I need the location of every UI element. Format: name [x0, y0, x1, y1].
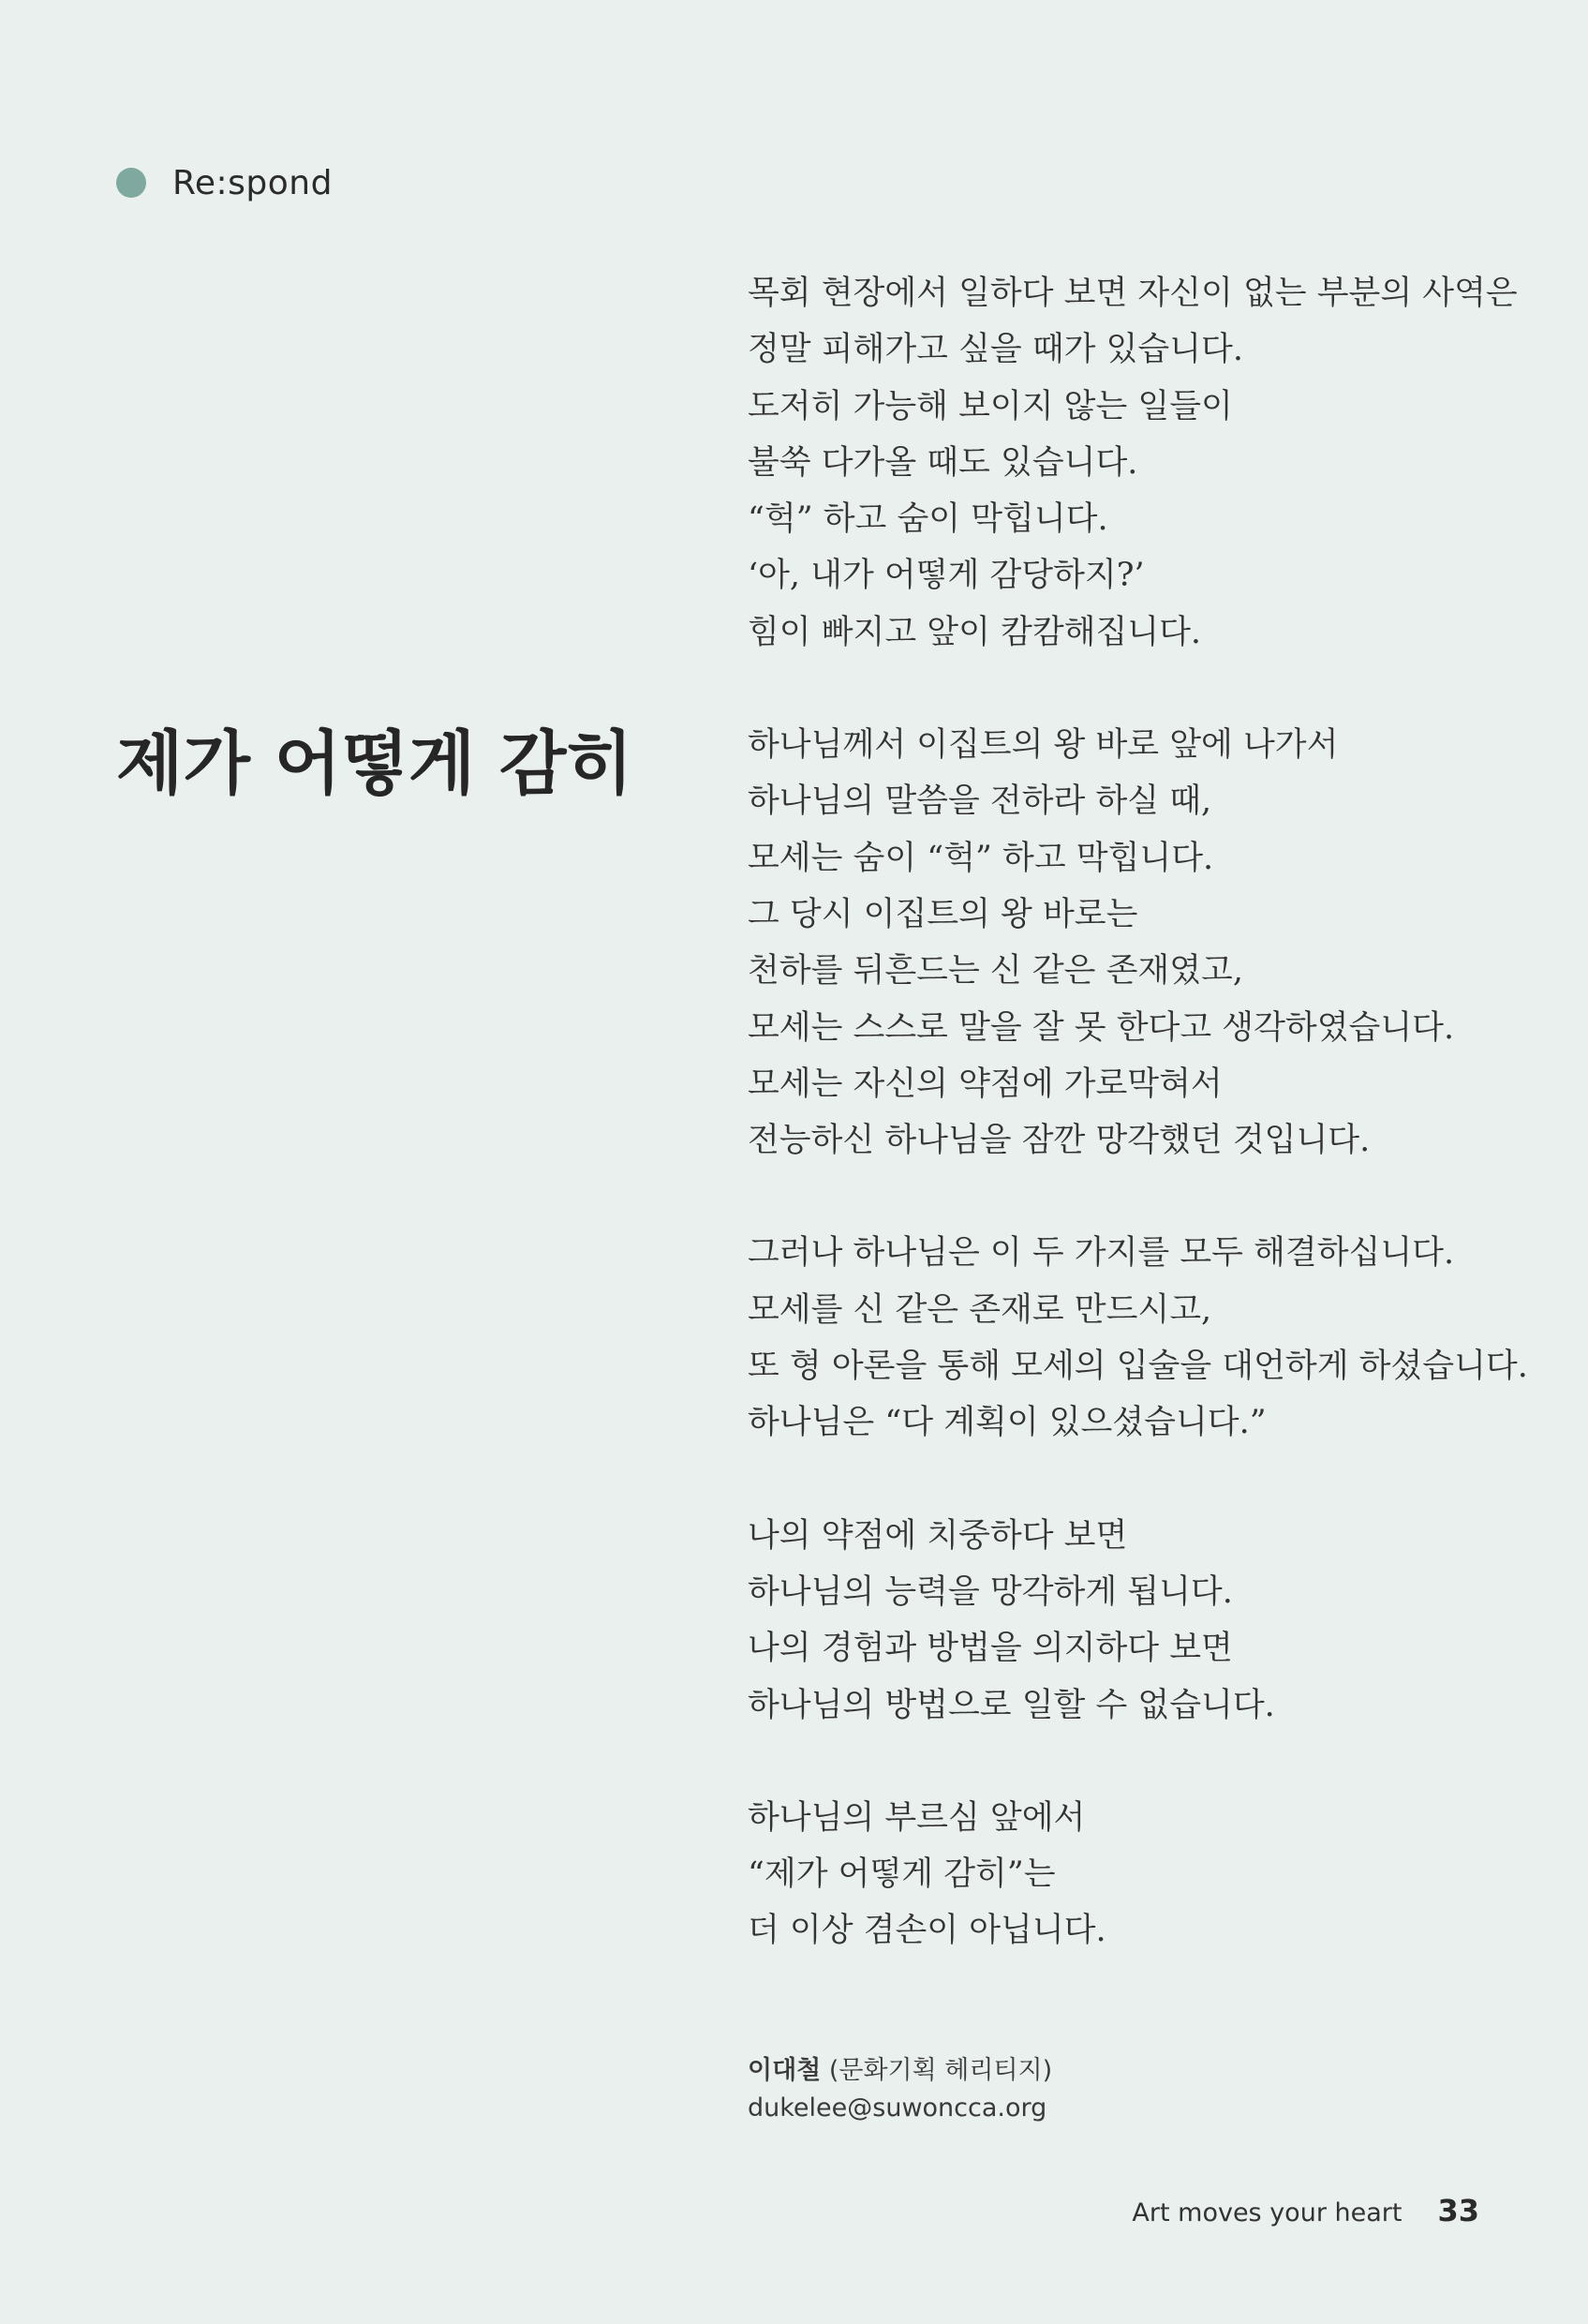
text-line: “제가 어떻게 감히”는 — [748, 1855, 1056, 1894]
page-title: 제가 어떻게 감히 — [116, 723, 633, 804]
section-tag — [116, 159, 333, 206]
text-line: 또 형 아론을 통해 모세의 입술을 대언하게 하셨습니다. — [748, 1348, 1528, 1386]
text-line: 하나님의 부르심 앞에서 — [748, 1798, 1086, 1837]
paragraph — [748, 1790, 1516, 1959]
text-line: 정말 피해가고 싶을 때가 있습니다. — [748, 331, 1243, 369]
author-name: 이대철 — [748, 2056, 822, 2085]
text-line: 하나님은 “다 계획이 있으셨습니다.” — [748, 1404, 1267, 1442]
text-line: 모세는 숨이 “헉” 하고 막힙니다. — [748, 839, 1214, 877]
author-affiliation: (문화기획 헤리티지) — [828, 2056, 1053, 2085]
section-dot-icon — [116, 168, 146, 198]
text-line: 나의 경험과 방법을 의지하다 보면 — [748, 1630, 1233, 1668]
article-body — [748, 265, 1528, 2016]
text-line: 목회 현장에서 일하다 보면 자신이 없는 부분의 사역은 — [748, 275, 1518, 312]
text-line: 불쑥 다가올 때도 있습니다. — [748, 443, 1138, 482]
text-line: “헉” 하고 숨이 막힙니다. — [748, 500, 1108, 539]
page-number: 33 — [1437, 2193, 1479, 2228]
author-email: dukelee@suwoncca.org — [748, 2093, 1047, 2123]
paragraph — [748, 1508, 1516, 1734]
section-label: Re:spond — [172, 163, 333, 202]
text-line: 모세는 스스로 말을 잘 못 한다고 생각하였습니다. — [748, 1008, 1455, 1047]
paragraph — [748, 1225, 1528, 1451]
author-credit — [748, 2052, 1052, 2127]
text-line: 도저히 가능해 보이지 않는 일들이 — [748, 387, 1233, 425]
text-line: 그러나 하나님은 이 두 가지를 모두 해결하십니다. — [748, 1234, 1455, 1273]
paragraph — [748, 717, 1516, 1169]
text-line: 하나님의 말씀을 전하라 하실 때, — [748, 782, 1212, 821]
text-line: 모세는 자신의 약점에 가로막혀서 — [748, 1065, 1223, 1103]
footer-tagline: Art moves your heart — [1132, 2198, 1402, 2227]
text-line: 하나님께서 이집트의 왕 바로 앞에 나가서 — [748, 726, 1339, 765]
paragraph — [748, 265, 1516, 661]
author-line — [748, 2052, 1052, 2090]
text-line: 모세를 신 같은 존재로 만드시고, — [748, 1290, 1212, 1329]
text-line: 천하를 뒤흔드는 신 같은 존재였고, — [748, 952, 1243, 991]
text-line: ‘아, 내가 어떻게 감당하지?’ — [748, 557, 1145, 595]
page-footer — [1132, 2193, 1479, 2228]
text-line: 그 당시 이집트의 왕 바로는 — [748, 895, 1138, 933]
text-line: 하나님의 능력을 망각하게 됩니다. — [748, 1572, 1233, 1611]
text-line: 더 이상 겸손이 아닙니다. — [748, 1912, 1106, 1950]
text-line: 하나님의 방법으로 일할 수 없습니다. — [748, 1686, 1275, 1724]
text-line: 힘이 빠지고 앞이 캄캄해집니다. — [748, 613, 1202, 651]
text-line: 전능하신 하나님을 잠깐 망각했던 것입니다. — [748, 1122, 1371, 1160]
text-line: 나의 약점에 치중하다 보면 — [748, 1516, 1128, 1555]
